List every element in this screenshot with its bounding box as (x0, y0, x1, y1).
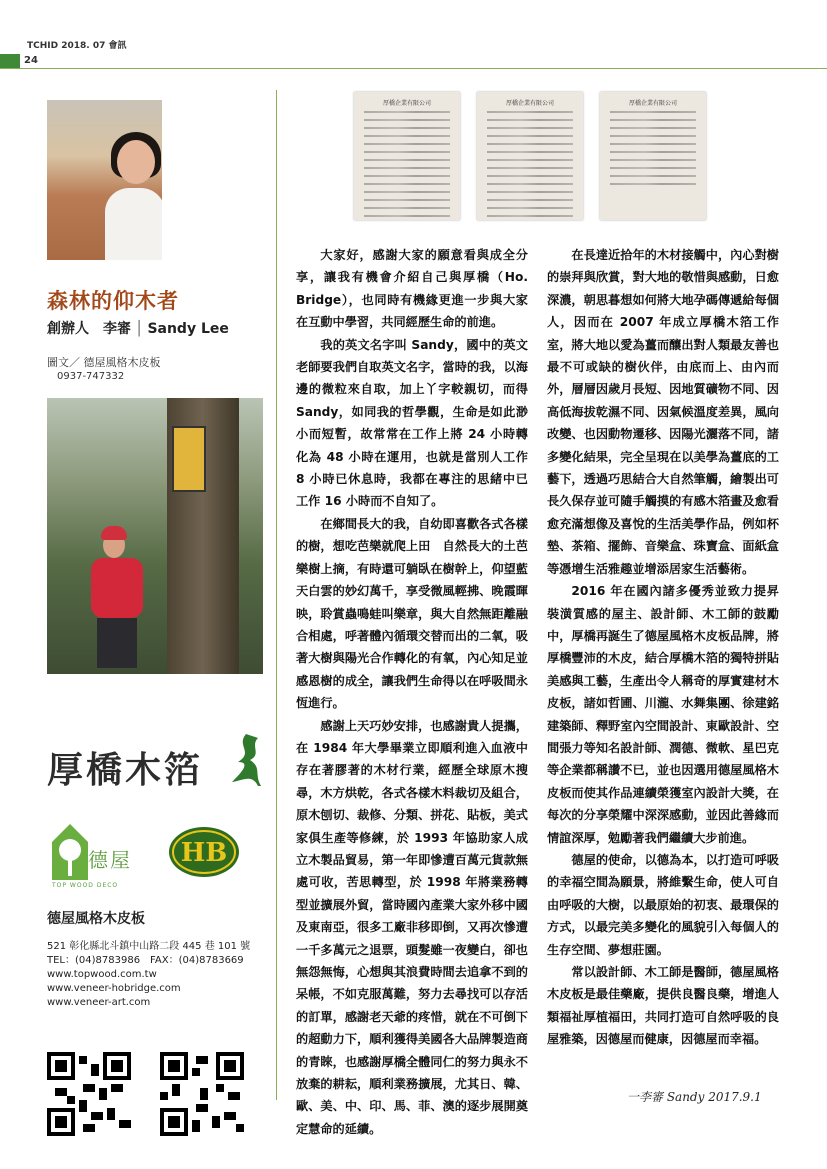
leaf-icon (228, 732, 264, 790)
house-brand-sub: TOP WOOD DECO (52, 882, 119, 889)
portrait-face (117, 140, 155, 184)
hb-logo-text: HB (180, 838, 228, 868)
paragraph: 在長達近拾年的木材接觸中，內心對樹的崇拜與欣賞，對大地的敬惜與感動，日愈深濃，朝思暮想如何將大地孕碼傳遞給每個人，因而在 2007 年成立厚橋木箔工作室，將大地以愛為薑而釀出對人類最友善也最不可或缺的樹伙伴，由底而上、由內而外，層層因歲月長短、因地質礦物不同、因高低海拔乾濕不同、因氣候溫度差異，風向改變、也因動物遷移、因陽光灑落不同，諸多變化結果，完全呈現在以美學為薑底的工藝下，透過巧思結合大自然筆觸，繪製出可長久保存並可隨手觸摸的有感木箔畫及愈看愈充滿想像及喜悅的生活美學作品，例如杯墊、茶箱、擺飾、音樂盒、珠寶盒、面紙盒等憑增生活雅趣並增添居家生活藝術。 (547, 248, 779, 576)
letter-heading: 厚橋企業有限公司 (628, 100, 677, 107)
article-column-2 (547, 244, 779, 1051)
hiker-figure (81, 518, 151, 668)
author-name-en: Sandy Lee (147, 321, 229, 337)
portrait-body (105, 188, 162, 260)
company-address: 521 彰化縣北斗鎮中山路二段 445 巷 101 號 (47, 941, 251, 952)
author-line (47, 318, 229, 338)
paragraph: 在鄉間長大的我，自幼即喜歡各式各樣的樹，想吃芭樂就爬上田 自然長大的土芭樂樹上摘，有時還可躺臥在樹幹上，仰望藍天白雲的妙幻萬千，享受微風輕拂、晚霞暉映，聆賞蟲鳴蛙叫樂章，與大自然無距離融合相處，呼著體內循環交替而出的二氧，吸著大樹與陽光合作轉化的有氧，內心知足並感恩樹的成全，讓我們生命得以在呼吸間永恆進行。 (296, 516, 528, 711)
credit-block (47, 356, 161, 384)
paragraph: 常以設計師、木工師是醫師，德屋風格木皮板是最佳藥廠，提供良醫良藥，增進人類福祉厚植福田，共同打造可自然呼吸的良屋雅築，因德屋而健康，因德屋而幸福。 (547, 965, 779, 1047)
company-tel-fax: TEL：(04)8783986 FAX：(04)8783669 (47, 955, 244, 966)
hiker-jacket (91, 558, 143, 618)
company-contact (47, 940, 250, 1010)
hiker-cap (101, 526, 127, 540)
article-column-1 (296, 244, 528, 1140)
paragraph: 德屋的使命，以德為本，以打造可呼吸的幸福空間為願景，將維繫生命，使人可自由呼吸的大樹，以最原始的初衷、最環保的方式，以最完美多變化的風貌引入每個人的生存空間、夢想莊園。 (547, 852, 779, 957)
author-role: 創辦人 (47, 321, 89, 337)
letter-image-1 (354, 92, 460, 220)
top-rule (0, 68, 827, 69)
company-name: 德屋風格木皮板 (47, 911, 145, 927)
paragraph: 我的英文名字叫 Sandy，國中的英文老師要我們自取英文名字，當時的我，以海邊的微粒來自取，加上丫字較親切，而得 Sandy，如同我的哲學觀，生命是如此渺小而短暫，故常常在工作上將 24 小時轉化為 48 小時在運用，也就是當別人工作 8 小時已休息時，我都在專注的思緒中已工作 16 小時而不自知了。 (296, 337, 528, 509)
website-link-1[interactable]: www.topwood.com.tw (47, 969, 157, 980)
paragraph: 感謝上天巧妙安排，也感謝貴人提攜，在 1984 年大學畢業立即順利進入血液中存在著膠著的木材行業，經歷全球原木搜尋，木方烘乾，各式各樣木料裁切及組合，原木刨切、裁修、分類、拼花、貼板，美式家俱生產等修練，於 1993 年協助家人成立木製品貿易，第一年即慘遭百萬元貨款無處可收，苦思轉型，於 1998 年將業務轉型並擴展外貿，當時國內產業大家外移中國及東南亞，很多工廠非移即倒，又再次慘遭一千多萬元之退票，頭髮雖一夜變白，卻也無怨無悔，心想與其浪費時間去追拿不到的呆帳，不如克服萬難，努力去尋找可以存活的訂單，感謝老天爺的疼惜，就在不可倒下的超動力下，順利獲得美國各大品牌製造商的青睞，也感謝厚橋全體同仁的努力與永不放棄的耕耘，順利業務擴展，尤其日、韓、歐、美、中、印、馬、菲、澳的逐步展開奠定慧命的延續。 (296, 718, 528, 1136)
letter-image-2 (477, 92, 583, 220)
tophouse-logo (50, 820, 140, 890)
article-title: 森林的仰木者 (47, 289, 179, 313)
column-divider (276, 90, 277, 1100)
letter-heading: 厚橋企業有限公司 (382, 100, 431, 107)
credit-phone: 0937-747332 (57, 371, 125, 382)
credit-text: 圖文／ 德屋風格木皮板 (47, 356, 161, 369)
website-link-2[interactable]: www.veneer-hobridge.com (47, 983, 181, 994)
hiker-legs (97, 618, 137, 668)
portrait-photo (47, 100, 162, 260)
hb-logo (168, 826, 240, 878)
page-tab (0, 54, 20, 68)
qr-code-2[interactable] (160, 1052, 244, 1136)
house-tree-icon (50, 820, 90, 882)
forest-photo (47, 398, 263, 674)
tree-sign (172, 426, 206, 492)
paragraph: 大家好，感謝大家的願意看與成全分享，讓我有機會介紹自己與厚橋（Ho. Bridge），也同時有機緣更進一步與大家在互動中學習，共同經歷生命的前進。 (296, 248, 528, 330)
author-name-zh: 李審 (103, 321, 131, 337)
signoff: 一李審 Sandy 2017.9.1 (627, 1090, 762, 1104)
qr-code-1[interactable] (47, 1052, 131, 1136)
paragraph: 2016 年在國內諸多優秀並致力提昇裝潢質感的屋主、設計師、木工師的鼓勵中，厚橋再誕生了德屋風格木皮板品牌，將厚橋豐沛的木皮，結合厚橋木箔的獨特拼貼美感與工藝，生產出令人稱奇的厚實建材木皮板，諸如哲圃、川瀧、水舞集團、徐建銘建築師、釋野室內空間設計、東歐設計、空間張力等知名設計師、潤德、微軟、星巴克等企業都稱讚不已，並也因選用德屋風格木皮板而使其作品連續榮獲室內設計大獎，在每次的分享榮耀中深深感動，並因此善緣而情誼深厚，勉勵著我們繼續大步前進。 (547, 584, 779, 845)
house-brand-name: 德屋 (88, 848, 132, 872)
letter-image-3 (600, 92, 706, 220)
author-separator: │ (135, 321, 144, 337)
magazine-header: TCHID 2018. 07 會訊 (27, 41, 127, 51)
page-number: 24 (24, 55, 38, 66)
brand-calligraphy: 厚橋木箔 (47, 749, 204, 791)
letter-heading: 厚橋企業有限公司 (505, 100, 554, 107)
website-link-3[interactable]: www.veneer-art.com (47, 997, 151, 1008)
